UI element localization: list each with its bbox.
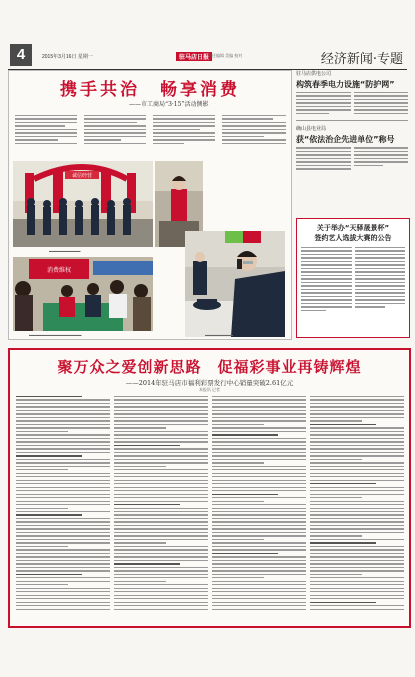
text-line: [212, 459, 306, 460]
text-line: [114, 466, 166, 467]
page-header: [8, 6, 407, 68]
text-line: [114, 459, 208, 460]
text-line: [310, 413, 404, 414]
text-line: [114, 508, 208, 509]
text-line: [114, 570, 208, 571]
text-line: [212, 452, 306, 453]
text-line: [310, 483, 376, 484]
text-line: [16, 609, 110, 610]
text-line: [212, 483, 306, 484]
text-line: [212, 501, 264, 502]
text-line: [310, 553, 404, 554]
text-line: [310, 455, 404, 456]
text-line: [16, 410, 110, 411]
text-line: [16, 466, 110, 467]
feature-subtitle: ——市工商局“3·15”活动侧影: [129, 101, 209, 108]
text-line: [114, 563, 180, 564]
text-line: [310, 403, 404, 404]
text-line: [16, 438, 110, 439]
text-line: [16, 521, 110, 522]
text-line: [16, 532, 110, 533]
text-line: [310, 525, 404, 526]
text-line: [310, 417, 404, 418]
text-line: [16, 413, 110, 414]
feature-text-column: [84, 115, 146, 159]
feature-text-column: [222, 115, 286, 159]
text-line: [114, 525, 208, 526]
text-line: [310, 595, 404, 596]
text-line: [114, 532, 208, 533]
text-line: [212, 445, 306, 446]
text-line: [16, 511, 110, 512]
text-line: [16, 434, 110, 435]
text-line: [212, 480, 306, 481]
text-line: [114, 410, 208, 411]
text-line: [16, 455, 82, 456]
text-line: [16, 595, 110, 596]
text-line: [212, 476, 306, 477]
news-headline: 构筑春季电力设施“防护网”: [296, 80, 395, 89]
lottery-feature-title: 聚万众之爱创新思路 促福彩事业再铸辉煌: [57, 358, 362, 376]
text-line: [212, 494, 278, 495]
text-line: [114, 521, 208, 522]
text-line: [16, 598, 110, 599]
photo-officers-arch: [13, 161, 153, 247]
text-line: [114, 553, 208, 554]
text-line: [212, 514, 306, 515]
text-line: [16, 406, 110, 407]
text-line: [212, 602, 306, 603]
text-line: [310, 438, 404, 439]
text-line: [16, 487, 110, 488]
text-line: [114, 431, 208, 432]
text-line: [212, 532, 306, 533]
text-line: [114, 518, 208, 519]
text-line: [16, 490, 110, 491]
text-line: [310, 469, 404, 470]
text-line: [212, 549, 306, 550]
text-line: [16, 514, 82, 515]
text-line: [310, 577, 404, 578]
news-body: [296, 147, 408, 171]
text-line: [310, 490, 404, 491]
text-line: [16, 508, 68, 509]
text-line: [114, 602, 208, 603]
text-line: [16, 549, 110, 550]
text-line: [16, 553, 110, 554]
edition-info: 责任编辑 美编 校对: [208, 53, 243, 58]
text-line: [212, 455, 306, 456]
text-line: [16, 605, 110, 606]
text-line: [114, 399, 208, 400]
text-line: [16, 518, 110, 519]
text-line: [212, 497, 306, 498]
text-line: [310, 427, 404, 428]
text-line: [310, 406, 404, 407]
text-line: [212, 581, 306, 582]
date-line: 2015年3月16日 星期一: [42, 54, 93, 60]
right-news-column: [296, 70, 408, 338]
text-line: [114, 490, 208, 491]
text-line: [114, 462, 208, 463]
text-line: [310, 448, 404, 449]
text-line: [114, 598, 208, 599]
text-line: [114, 514, 208, 515]
contest-notice-box: [296, 218, 410, 338]
text-line: [114, 434, 208, 435]
text-line: [310, 546, 404, 547]
text-line: [114, 438, 208, 439]
text-line: [310, 598, 404, 599]
text-line: [310, 399, 404, 400]
text-line: [310, 511, 404, 512]
text-line: [114, 452, 208, 453]
article-column: [310, 396, 404, 622]
page-number: 4: [10, 44, 32, 66]
text-line: [16, 494, 110, 495]
text-line: [212, 434, 278, 435]
news-body: [296, 92, 408, 116]
text-line: [114, 556, 208, 557]
text-line: [212, 403, 306, 404]
photo-hotline-officers: [185, 231, 285, 337]
text-line: [212, 427, 306, 428]
text-line: [212, 577, 264, 578]
text-line: [16, 570, 110, 571]
text-line: [114, 528, 208, 529]
text-line: [114, 574, 208, 575]
feature-text-column: [153, 115, 215, 159]
text-line: [16, 563, 110, 564]
text-line: [114, 494, 208, 495]
text-line: [114, 473, 208, 474]
column-divider: [296, 120, 408, 121]
text-line: [16, 525, 110, 526]
text-line: [212, 420, 306, 421]
text-line: [114, 511, 208, 512]
text-line: [114, 501, 208, 502]
text-line: [212, 563, 306, 564]
text-line: [16, 441, 110, 442]
text-line: [310, 476, 404, 477]
text-line: [212, 431, 306, 432]
text-line: [16, 452, 110, 453]
text-line: [212, 560, 306, 561]
text-line: [16, 528, 110, 529]
text-line: [114, 609, 208, 610]
text-line: [114, 595, 208, 596]
text-line: [16, 480, 110, 481]
section-title: 经济新闻·专题: [320, 52, 403, 67]
text-line: [212, 424, 264, 425]
text-line: [114, 441, 208, 442]
text-line: [310, 462, 404, 463]
text-line: [114, 546, 208, 547]
text-line: [16, 462, 110, 463]
article-column: [16, 396, 110, 622]
text-line: [310, 581, 404, 582]
text-line: [16, 473, 110, 474]
text-line: [310, 466, 404, 467]
text-line: [212, 528, 306, 529]
text-line: [212, 504, 306, 505]
text-line: [310, 396, 404, 397]
text-line: [212, 605, 306, 606]
text-line: [310, 410, 404, 411]
text-line: [16, 588, 110, 589]
text-line: [310, 563, 404, 564]
text-line: [310, 535, 362, 536]
text-line: [212, 521, 306, 522]
text-line: [16, 501, 110, 502]
text-line: [16, 581, 110, 582]
text-line: [212, 535, 306, 536]
text-line: [16, 556, 110, 557]
text-line: [212, 438, 306, 439]
text-line: [212, 598, 306, 599]
text-line: [16, 560, 110, 561]
text-line: [212, 473, 306, 474]
text-line: [16, 427, 110, 428]
text-line: [212, 595, 306, 596]
text-line: [114, 403, 208, 404]
text-line: [212, 588, 306, 589]
text-line: [16, 535, 110, 536]
text-line: [310, 556, 404, 557]
text-line: [212, 441, 306, 442]
masthead-logo: 驻马店日报: [176, 52, 212, 61]
text-line: [114, 487, 208, 488]
text-line: [212, 518, 306, 519]
text-line: [114, 567, 208, 568]
text-line: [310, 514, 404, 515]
text-line: [16, 546, 68, 547]
news-source: 驻马店供电公司: [296, 71, 332, 77]
text-line: [114, 560, 208, 561]
text-line: [212, 511, 306, 512]
text-line: [212, 406, 306, 407]
text-line: [114, 591, 208, 592]
text-line: [310, 574, 362, 575]
text-line: [212, 448, 306, 449]
text-line: [212, 609, 306, 610]
text-line: [114, 476, 208, 477]
text-line: [310, 532, 404, 533]
text-line: [114, 417, 208, 418]
text-line: [310, 542, 376, 543]
text-line: [212, 466, 306, 467]
text-line: [16, 567, 110, 568]
text-line: [16, 577, 110, 578]
banner-text: 诚信经营: [71, 173, 93, 179]
text-line: [310, 508, 404, 509]
text-line: [310, 494, 404, 495]
text-line: [310, 588, 404, 589]
text-line: [16, 399, 110, 400]
text-line: [212, 546, 306, 547]
text-line: [114, 577, 208, 578]
text-line: [114, 455, 208, 456]
text-line: [310, 605, 404, 606]
text-line: [310, 591, 404, 592]
text-line: [310, 445, 404, 446]
text-line: [310, 570, 404, 571]
news-source: 确山县电业局: [296, 126, 327, 133]
text-line: [114, 588, 208, 589]
text-line: [16, 445, 110, 446]
text-line: [114, 469, 208, 470]
text-line: [114, 448, 208, 449]
text-line: [212, 462, 264, 463]
text-line: [310, 497, 362, 498]
text-line: [212, 525, 306, 526]
text-line: [212, 556, 306, 557]
booth-sign: 消费维权: [46, 267, 72, 274]
text-line: [114, 535, 208, 536]
text-line: [212, 413, 306, 414]
text-line: [16, 469, 68, 470]
text-line: [212, 553, 278, 554]
text-line: [114, 497, 208, 498]
text-line: [16, 602, 110, 603]
photo-caption: ▬▬▬▬▬▬▬▬: [205, 333, 233, 337]
text-line: [114, 483, 208, 484]
text-line: [310, 420, 362, 421]
text-line: [310, 452, 404, 453]
article-column: [114, 396, 208, 622]
text-line: [310, 584, 404, 585]
text-line: [310, 521, 404, 522]
text-line: [310, 424, 376, 425]
text-line: [212, 417, 306, 418]
text-line: [114, 427, 166, 428]
photo-caption: ▬▬▬▬▬▬▬▬▬: [49, 249, 81, 253]
text-line: [16, 424, 110, 425]
text-line: [212, 469, 306, 470]
text-line: [16, 403, 110, 404]
text-line: [212, 542, 306, 543]
text-line: [212, 490, 306, 491]
text-line: [16, 483, 110, 484]
text-line: [114, 584, 208, 585]
text-line: [310, 560, 404, 561]
text-line: [114, 581, 166, 582]
text-line: [114, 549, 208, 550]
text-line: [114, 424, 208, 425]
text-line: [310, 567, 404, 568]
text-line: [310, 602, 376, 603]
text-line: [114, 480, 208, 481]
text-line: [310, 487, 404, 488]
text-line: [310, 539, 404, 540]
text-line: [16, 504, 110, 505]
text-line: [212, 410, 306, 411]
text-line: [16, 396, 82, 397]
text-line: [310, 441, 404, 442]
text-line: [310, 434, 404, 435]
text-line: [16, 584, 68, 585]
text-line: [16, 591, 110, 592]
text-line: [310, 518, 404, 519]
article-column: [212, 396, 306, 622]
text-line: [16, 431, 68, 432]
text-line: [16, 497, 110, 498]
text-line: [114, 445, 180, 446]
text-line: [310, 528, 404, 529]
lottery-byline: 本报讯 记者: [198, 387, 221, 392]
text-line: [310, 431, 404, 432]
text-line: [16, 539, 110, 540]
text-line: [212, 508, 306, 509]
text-line: [16, 476, 110, 477]
text-line: [114, 413, 208, 414]
text-line: [16, 459, 110, 460]
text-line: [16, 574, 82, 575]
text-line: [114, 406, 208, 407]
feature-title: 携手共治 畅享消费: [60, 80, 240, 100]
text-line: [310, 501, 404, 502]
text-line: [212, 539, 264, 540]
main-feature: [8, 70, 292, 340]
text-line: [16, 448, 110, 449]
text-line: [114, 539, 208, 540]
text-line: [114, 396, 208, 397]
text-line: [310, 504, 404, 505]
text-line: [114, 605, 208, 606]
text-line: [310, 473, 404, 474]
text-line: [212, 487, 306, 488]
lottery-feature: [8, 348, 411, 628]
text-line: [310, 480, 404, 481]
text-line: [114, 542, 166, 543]
notice-body: [297, 243, 409, 313]
text-line: [212, 570, 306, 571]
text-line: [16, 417, 110, 418]
text-line: [212, 591, 306, 592]
text-line: [16, 542, 110, 543]
text-line: [310, 459, 362, 460]
text-line: [212, 584, 306, 585]
lottery-feature-subtitle: ——2014年驻马店市福利彩票发行中心销量突破2.61亿元: [125, 379, 294, 387]
notice-title: 关于举办“天驿晟景杯” 签约艺人选拔大赛的公告: [314, 224, 392, 242]
text-line: [16, 420, 110, 421]
text-line: [212, 574, 306, 575]
text-line: [114, 504, 180, 505]
text-line: [212, 399, 306, 400]
text-line: [310, 549, 404, 550]
text-line: [212, 396, 306, 397]
photo-consultation: [13, 257, 153, 331]
text-line: [310, 609, 404, 610]
feature-text-column: [15, 115, 77, 159]
text-line: [212, 567, 306, 568]
text-line: [114, 420, 208, 421]
photo-caption: ▬▬▬▬▬▬▬▬▬▬▬▬▬▬▬: [29, 333, 82, 337]
news-headline: 获“依法治企先进单位”称号: [296, 135, 395, 145]
